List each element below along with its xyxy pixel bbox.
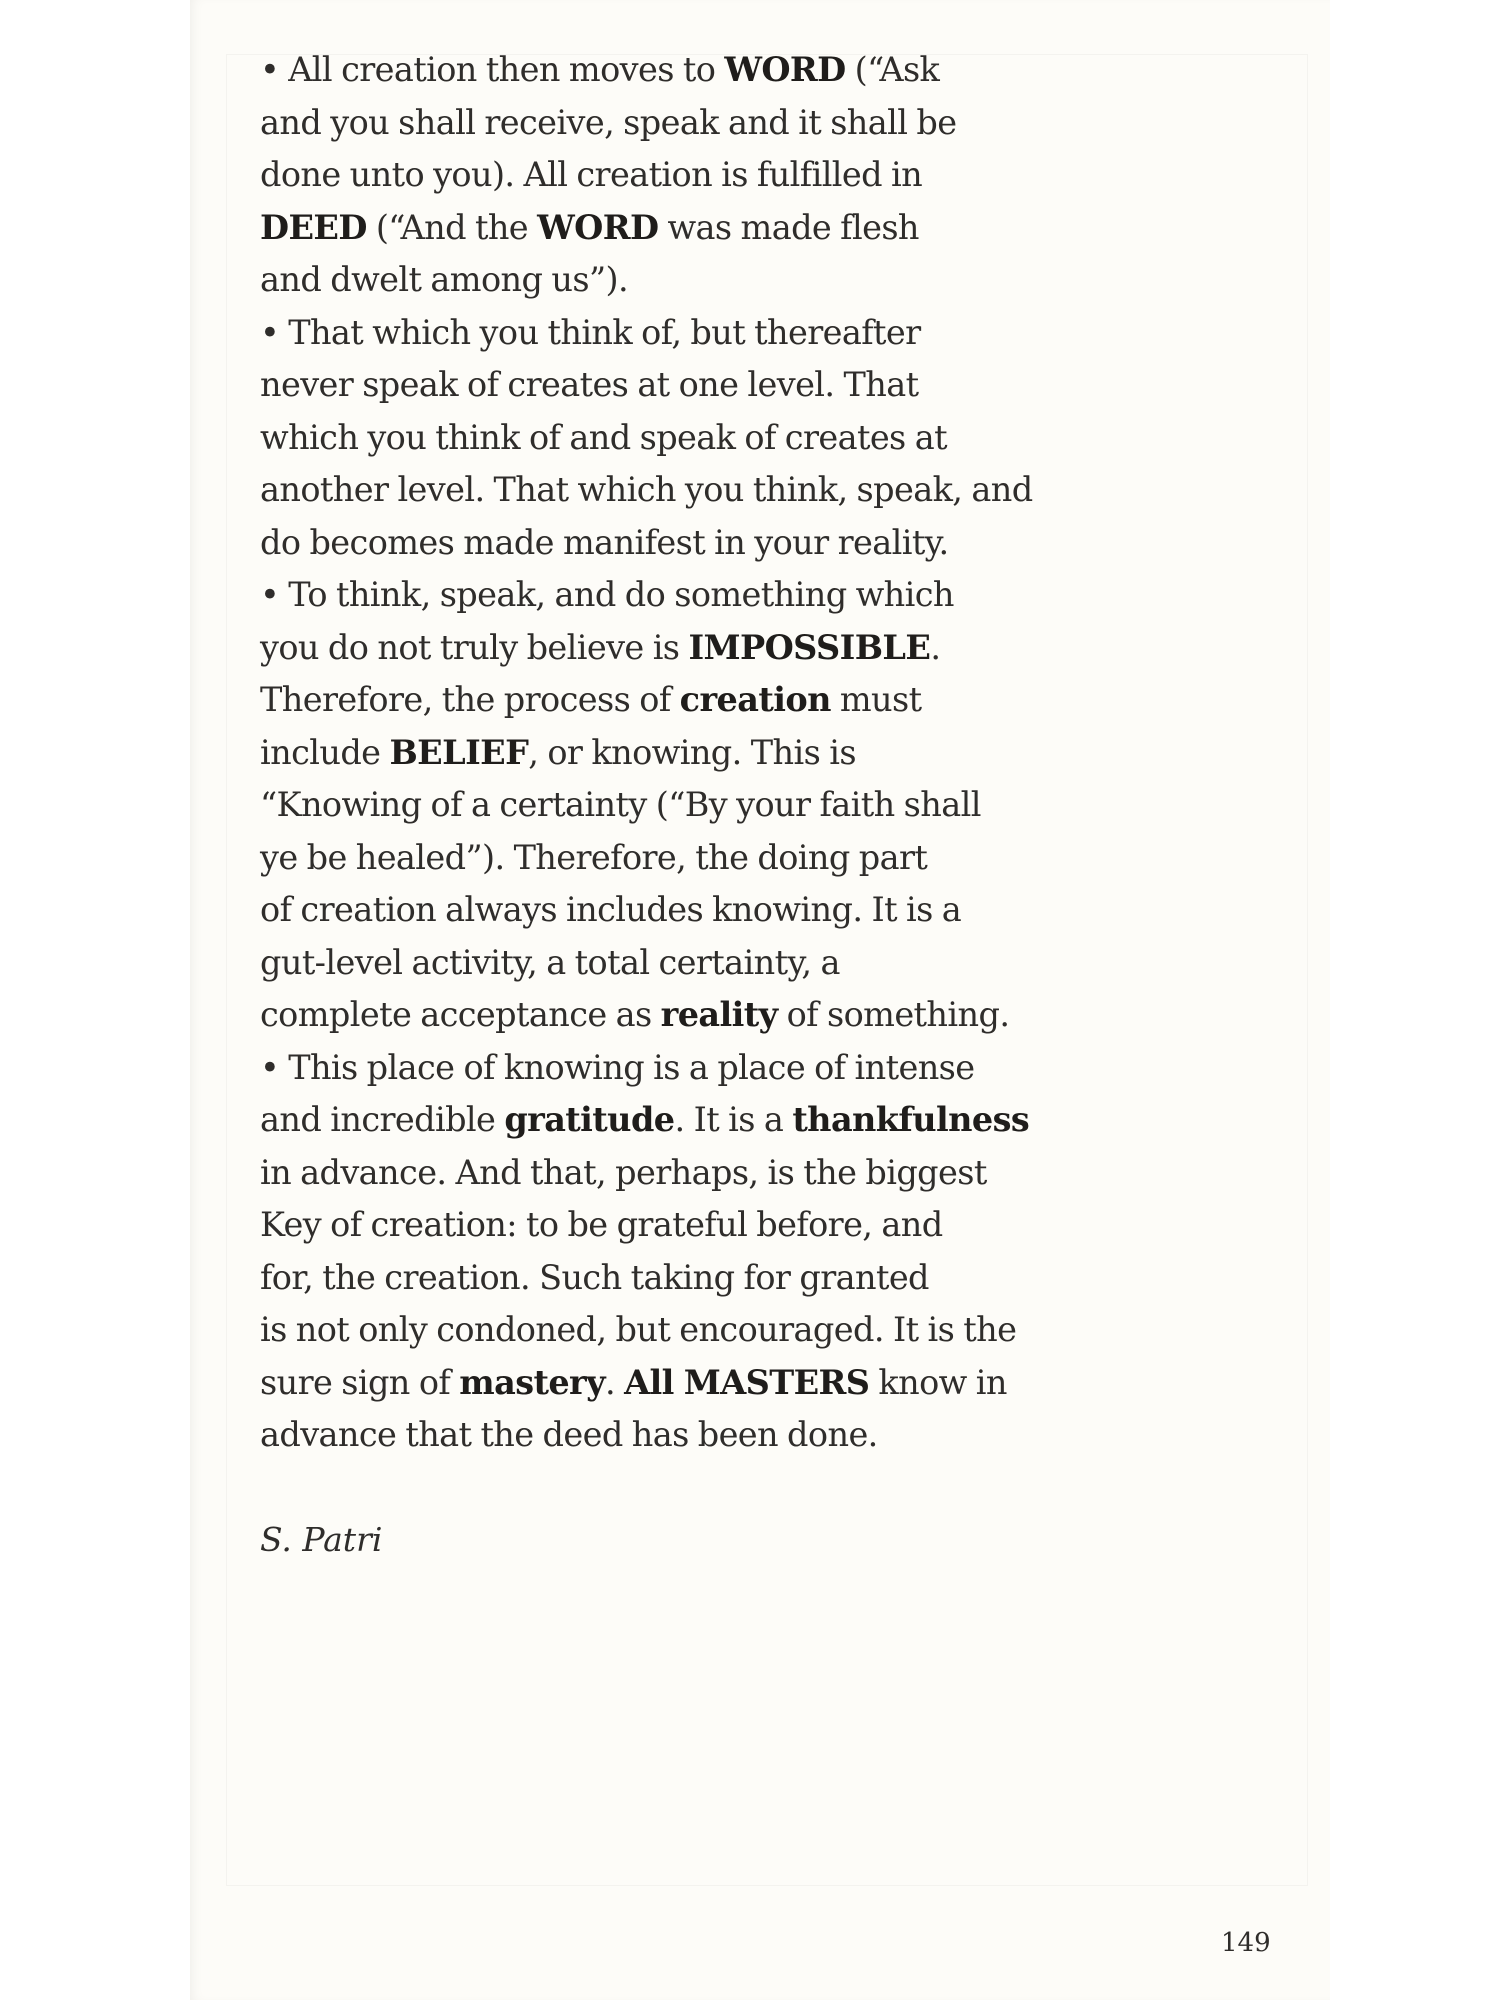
emphasis-text: DEED bbox=[260, 207, 367, 247]
text-run: Key of creation: to be grateful before, and bbox=[260, 1205, 943, 1244]
text-line bbox=[260, 254, 1160, 307]
text-run: (“And the bbox=[366, 207, 538, 247]
text-run: know in bbox=[869, 1362, 1007, 1402]
emphasis-text: gratitude bbox=[504, 1100, 675, 1139]
text-run: done unto you). All creation is fulfilled in bbox=[260, 155, 923, 194]
text-run: Therefore, the process of bbox=[260, 680, 680, 719]
text-run: (“Ask bbox=[845, 50, 940, 89]
text-line bbox=[260, 1094, 1160, 1147]
text-line bbox=[260, 569, 1160, 622]
author-signature: S. Patri bbox=[260, 1520, 383, 1559]
text-run: include bbox=[260, 732, 390, 772]
text-run: is not only condoned, but encouraged. It is the bbox=[260, 1310, 1017, 1349]
emphasis-text: WORD bbox=[537, 207, 659, 247]
text-run: of creation always includes knowing. It is a bbox=[260, 890, 962, 929]
text-run: and you shall receive, speak and it shall be bbox=[260, 102, 957, 142]
text-line bbox=[260, 1252, 1160, 1305]
text-line bbox=[260, 989, 1160, 1042]
text-line bbox=[260, 44, 1160, 97]
text-run: was made flesh bbox=[658, 207, 919, 247]
text-line bbox=[260, 412, 1160, 465]
text-line bbox=[260, 1357, 1160, 1410]
text-line bbox=[260, 464, 1160, 517]
text-run: for, the creation. Such taking for granted bbox=[260, 1257, 929, 1297]
text-run: ye be healed”). Therefore, the doing part bbox=[260, 837, 928, 877]
text-run: “Knowing of a certainty (“By your faith shall bbox=[260, 785, 981, 824]
text-run: . It is a bbox=[674, 1100, 793, 1139]
emphasis-text: reality bbox=[660, 995, 778, 1034]
text-line bbox=[260, 937, 1160, 990]
text-line bbox=[260, 1042, 1160, 1095]
text-line bbox=[260, 779, 1160, 832]
text-run: complete acceptance as bbox=[260, 995, 661, 1034]
text-run: and dwelt among us”). bbox=[260, 260, 628, 299]
text-line bbox=[260, 517, 1160, 570]
text-run: must bbox=[830, 680, 922, 719]
text-run: • That which you think of, but thereafter bbox=[260, 312, 921, 352]
text-run: which you think of and speak of creates at bbox=[260, 417, 947, 457]
text-line bbox=[260, 202, 1160, 255]
text-line bbox=[260, 1409, 1160, 1462]
text-line bbox=[260, 97, 1160, 150]
text-run: of something. bbox=[777, 995, 1010, 1034]
text-line bbox=[260, 884, 1160, 937]
text-line bbox=[260, 832, 1160, 885]
text-run: do becomes made manifest in your reality. bbox=[260, 522, 949, 562]
text-run: and incredible bbox=[260, 1100, 505, 1139]
text-run: another level. That which you think, speak, and bbox=[260, 470, 1033, 509]
text-run: advance that the deed has been done. bbox=[260, 1415, 878, 1454]
text-line bbox=[260, 727, 1160, 780]
text-run: gut-level activity, a total certainty, a bbox=[260, 942, 840, 982]
text-line bbox=[260, 149, 1160, 202]
emphasis-text: WORD bbox=[724, 50, 846, 89]
emphasis-text: mastery bbox=[459, 1362, 605, 1402]
emphasis-text: All MASTERS bbox=[624, 1362, 870, 1402]
text-line bbox=[260, 1304, 1160, 1357]
text-run: sure sign of bbox=[260, 1362, 460, 1402]
text-run: , or knowing. This is bbox=[528, 732, 856, 772]
emphasis-text: BELIEF bbox=[389, 732, 529, 772]
text-run: in advance. And that, perhaps, is the biggest bbox=[260, 1152, 987, 1192]
text-line bbox=[260, 1199, 1160, 1252]
emphasis-text: IMPOSSIBLE bbox=[688, 627, 931, 667]
text-run: • This place of knowing is a place of intense bbox=[260, 1047, 975, 1087]
emphasis-text: thankfulness bbox=[792, 1100, 1030, 1139]
body-text bbox=[260, 44, 1160, 1462]
text-line bbox=[260, 359, 1160, 412]
page-number: 149 bbox=[1221, 1928, 1271, 1958]
text-line bbox=[260, 622, 1160, 675]
text-run: you do not truly believe is bbox=[260, 627, 689, 667]
text-run: • To think, speak, and do something which bbox=[260, 575, 954, 614]
text-line bbox=[260, 1147, 1160, 1200]
text-line bbox=[260, 674, 1160, 727]
text-run: • All creation then moves to bbox=[260, 50, 725, 89]
text-line bbox=[260, 307, 1160, 360]
emphasis-text: creation bbox=[679, 680, 831, 719]
text-run: . bbox=[930, 627, 941, 667]
text-run: never speak of creates at one level. That bbox=[260, 365, 919, 404]
text-run: . bbox=[604, 1362, 625, 1402]
